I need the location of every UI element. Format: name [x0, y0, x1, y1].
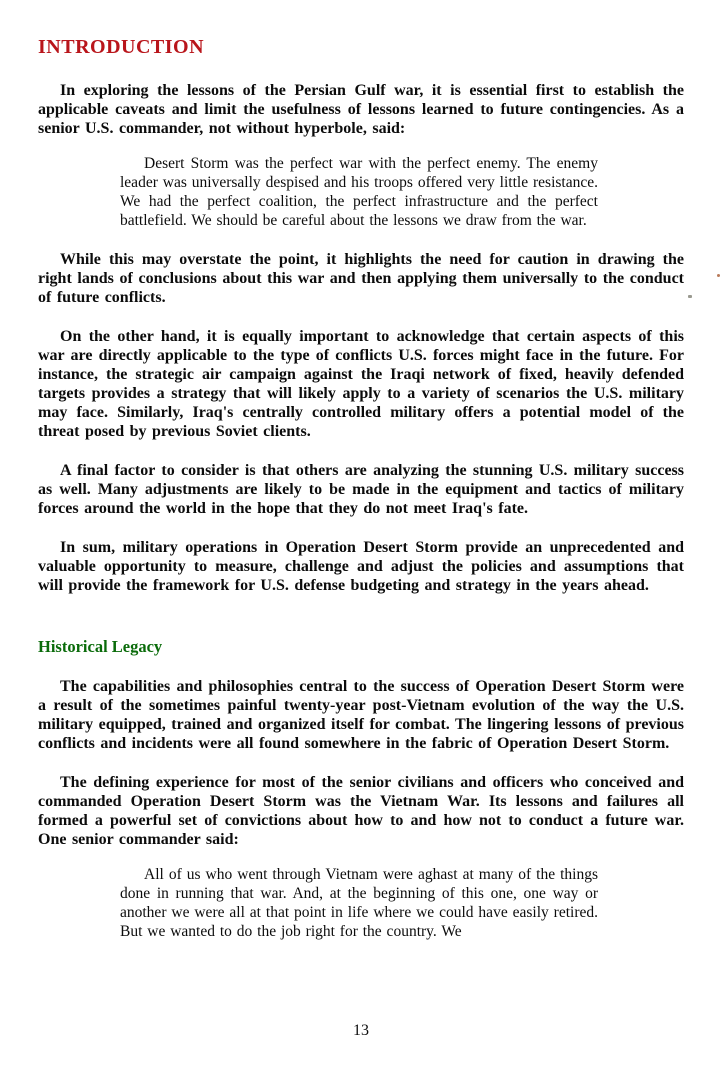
- paragraph-intro-5: In sum, military operations in Operation Desert Storm provide an unprecedented and valuable opportunity to measure, challenge and adjust the policies and assumptions that will provide the framework for U.S. defense budgeting and strategy in the years ahead.: [38, 539, 684, 594]
- section-heading-historical-legacy: Historical Legacy: [38, 637, 163, 656]
- paragraph-intro-4: A final factor to consider is that others are analyzing the stunning U.S. military success as well. Many adjustments are likely to be made in the equipment and tactics of military forces around the world in the hope that they do not meet Iraq's fate.: [38, 462, 684, 517]
- paragraph-intro-2: While this may overstate the point, it highlights the need for caution in drawing the right lands of conclusions about this war and then applying them universally to the conduct of future conflicts.: [38, 251, 684, 306]
- paragraph-legacy-2: The defining experience for most of the senior civilians and officers who conceived and commanded Operation Desert Storm was the Vietnam War. Its lessons and failures all formed a powerful set of convictions about how to and how not to conduct a future war. One senior commander said:: [38, 774, 684, 848]
- blockquote-desert-storm: Desert Storm was the perfect war with the perfect enemy. The enemy leader was universally despised and his troops offered very little resistance. We had the perfect coalition, the perfect infrastructure and the perfect battlefield. We should be careful about the lessons we draw from the war.: [120, 155, 598, 229]
- blockquote-vietnam: All of us who went through Vietnam were aghast at many of the things done in running that war. And, at the beginning of this one, one way or another we were all at that point in life where we could have easily retired. But we wanted to do the job right for the country. We: [120, 866, 598, 940]
- section-heading-introduction: INTRODUCTION: [38, 36, 205, 58]
- page-number: 13: [353, 1022, 369, 1039]
- paragraph-legacy-1: The capabilities and philosophies central to the success of Operation Desert Storm were a result of the sometimes painful twenty-year post-Vietnam evolution of the way the U.S. military equipped, trained and organized itself for combat. The lingering lessons of previous conflicts and incidents were all found somewhere in the fabric of Operation Desert Storm.: [38, 678, 684, 752]
- scan-artifact-speck: [688, 295, 692, 298]
- paragraph-intro-3: On the other hand, it is equally important to acknowledge that certain aspects of this war are directly applicable to the type of conflicts U.S. forces might face in the future. For instance, the strategic air campaign against the Iraqi network of fixed, heavily defended targets provides a strategy that will likely apply to a variety of scenarios the U.S. military may face. Similarly, Iraq's centrally controlled military offers a potential model of the threat posed by previous Soviet clients.: [38, 328, 684, 440]
- scan-artifact-speck: [717, 274, 720, 277]
- paragraph-intro-1: In exploring the lessons of the Persian Gulf war, it is essential first to establish the applicable caveats and limit the usefulness of lessons learned to future contingencies. As a senior U.S. commander, not without hyperbole, said:: [38, 82, 684, 137]
